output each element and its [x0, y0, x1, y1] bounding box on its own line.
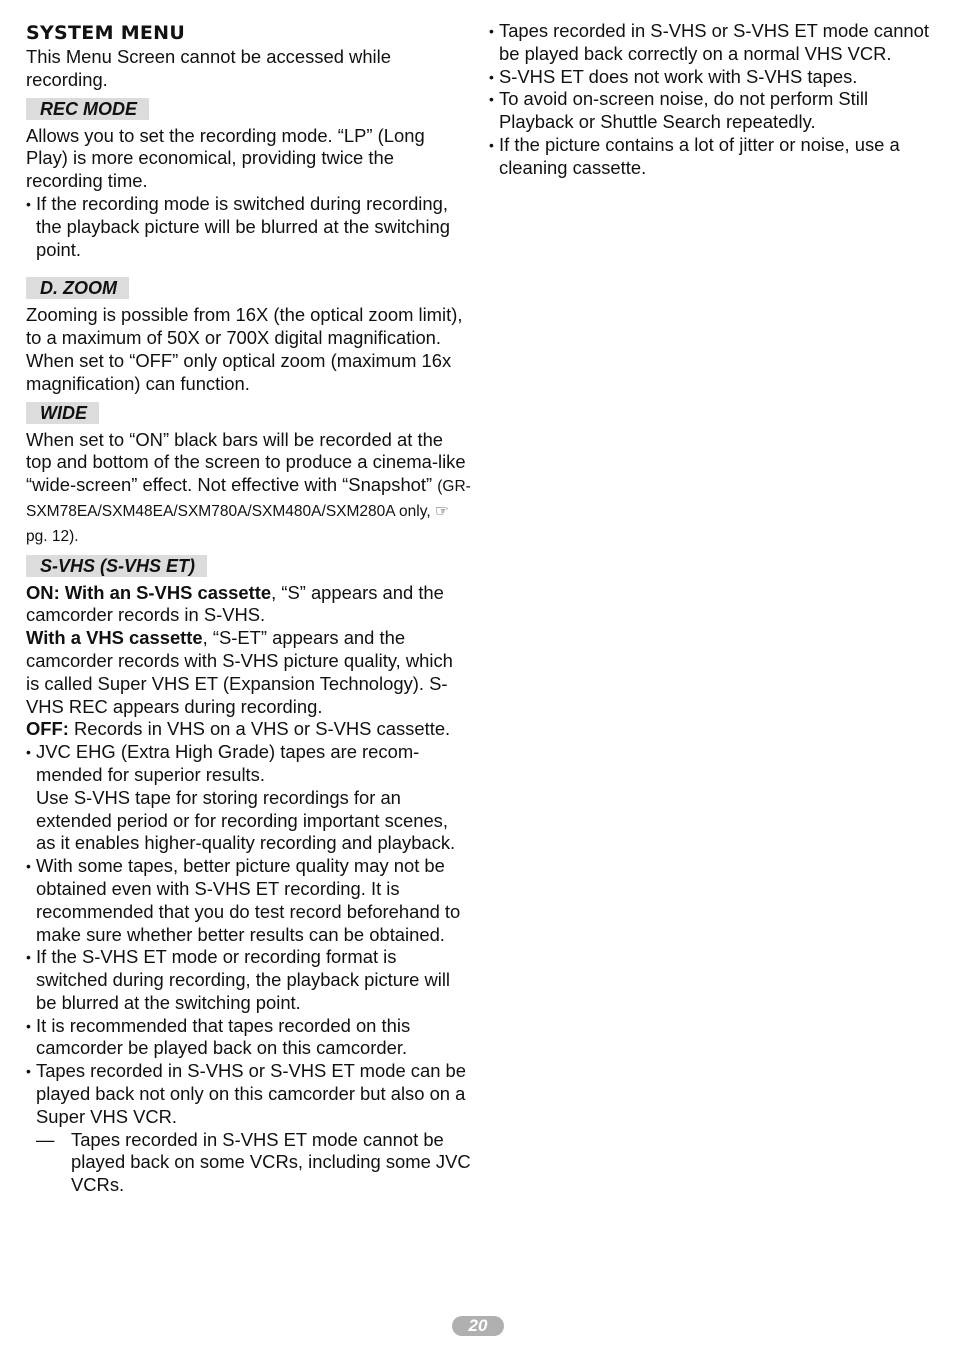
list-item: • Tapes recorded in S-VHS or S-VHS ET mode can be played back not only on this camcorder but also on a Super VHS VCR. — Tapes recorded in S-VHS ET mode cannot be played back on some VCRs, including some JVC VCRs. — [26, 1060, 471, 1196]
list-item: • With some tapes, better picture quality may not be obtained even with S-VHS ET recording. It is recommended that you do test record beforehand to make sure whether better results can be obtained. — [26, 855, 461, 945]
wide-text — [26, 429, 471, 549]
list-item: • If the S-VHS ET mode or recording format is switched during recording, the playback picture will be blurred at the switching point. — [26, 946, 450, 1013]
svhs-vhs-label: With a VHS cassette — [26, 627, 203, 649]
list-item: • To avoid on-screen noise, do not perform Still Playback or Shuttle Search repeatedly. — [489, 88, 869, 133]
left-column — [26, 20, 471, 1197]
bullet-mark: • — [26, 1017, 31, 1034]
bullet-mark: • — [26, 858, 31, 875]
rec-mode-text: Allows you to set the recording mode. “LP” (Long Play) is more economical, providing twice the recording time. — [26, 124, 425, 192]
wide-heading: WIDE — [26, 402, 99, 424]
wide-models-note: (GR-SXM78EA/SXM48EA/SXM780A/SXM480A/SXM280A only, ☞ pg. 12). — [26, 478, 471, 545]
d-zoom-heading: D. ZOOM — [26, 277, 129, 299]
bullet-mark: • — [489, 91, 494, 108]
wide-text-main: When set to “ON” black bars will be recorded at the top and bottom of the screen to produce a cinema-like “wide-screen” effect. Not effective with “Snapshot” — [26, 428, 466, 496]
list-item: • If the picture contains a lot of jitter or noise, use a cleaning cassette. — [489, 133, 900, 178]
svhs-off-label: OFF: — [26, 718, 69, 740]
rec-mode-heading: REC MODE — [26, 98, 149, 120]
bullet-mark: • — [26, 744, 31, 761]
dash-mark: — — [36, 1128, 55, 1150]
d-zoom-text-2: When set to “OFF” only optical zoom (maximum 16x magnification) can function. — [26, 349, 452, 394]
bullet-mark: • — [26, 195, 31, 212]
dash-note: — Tapes recorded in S-VHS ET mode cannot be played back on some VCRs, including some JVC VCRs. — [36, 1128, 471, 1196]
svhs-off-text: OFF: Records in VHS on a VHS or S-VHS cassette. — [26, 718, 451, 740]
svhs-heading: S-VHS (S-VHS ET) — [26, 555, 207, 577]
bullet-mark: • — [26, 1063, 31, 1080]
right-column — [489, 20, 934, 180]
page-number: 20 — [452, 1316, 504, 1336]
svhs-bullets — [26, 741, 471, 1197]
bullet-mark: • — [26, 949, 31, 966]
list-item: • It is recommended that tapes recorded on this camcorder be played back on this camcorder. — [26, 1014, 411, 1059]
d-zoom-text-1: Zooming is possible from 16X (the optical zoom limit), to a maximum of 50X or 700X digital magnification. — [26, 304, 463, 349]
bullet-mark: • — [489, 68, 494, 85]
intro-text: This Menu Screen cannot be accessed while recording. — [26, 46, 391, 90]
bullet-mark: • — [489, 136, 494, 153]
section-title: SYSTEM MENU — [26, 22, 186, 44]
list-item: • S-VHS ET does not work with S-VHS tapes. — [489, 65, 858, 87]
list-item-text: If the recording mode is switched during recording, the playback picture will be blurred at the switching point. — [36, 192, 451, 260]
list-item: • Tapes recorded in S-VHS or S-VHS ET mode cannot be played back correctly on a normal VHS VCR. — [489, 20, 929, 64]
right-bullets — [489, 20, 934, 180]
list-item: • JVC EHG (Extra High Grade) tapes are recom-mended for superior results. Use S-VHS tape for storing recordings for an extended period or for recording important scenes, as it enables higher-quality recording and playback. — [26, 741, 456, 854]
list-item — [26, 193, 471, 261]
svhs-vhs-text: With a VHS cassette, “S-ET” appears and the camcorder records with S-VHS picture quality, which is called Super VHS ET (Expansion Technology). S-VHS REC appears during recording. — [26, 627, 453, 717]
list-item-continuation: Use S-VHS tape for storing recordings for an extended period or for recording important scenes, as it enables higher-quality recording and playback. — [36, 786, 456, 854]
bullet-mark: • — [489, 23, 494, 39]
rec-mode-bullets — [26, 193, 471, 261]
svhs-on-label: ON: With an S-VHS cassette — [26, 581, 272, 603]
svhs-on-text: ON: With an S-VHS cassette, “S” appears and the camcorder records in S-VHS. — [26, 581, 444, 626]
